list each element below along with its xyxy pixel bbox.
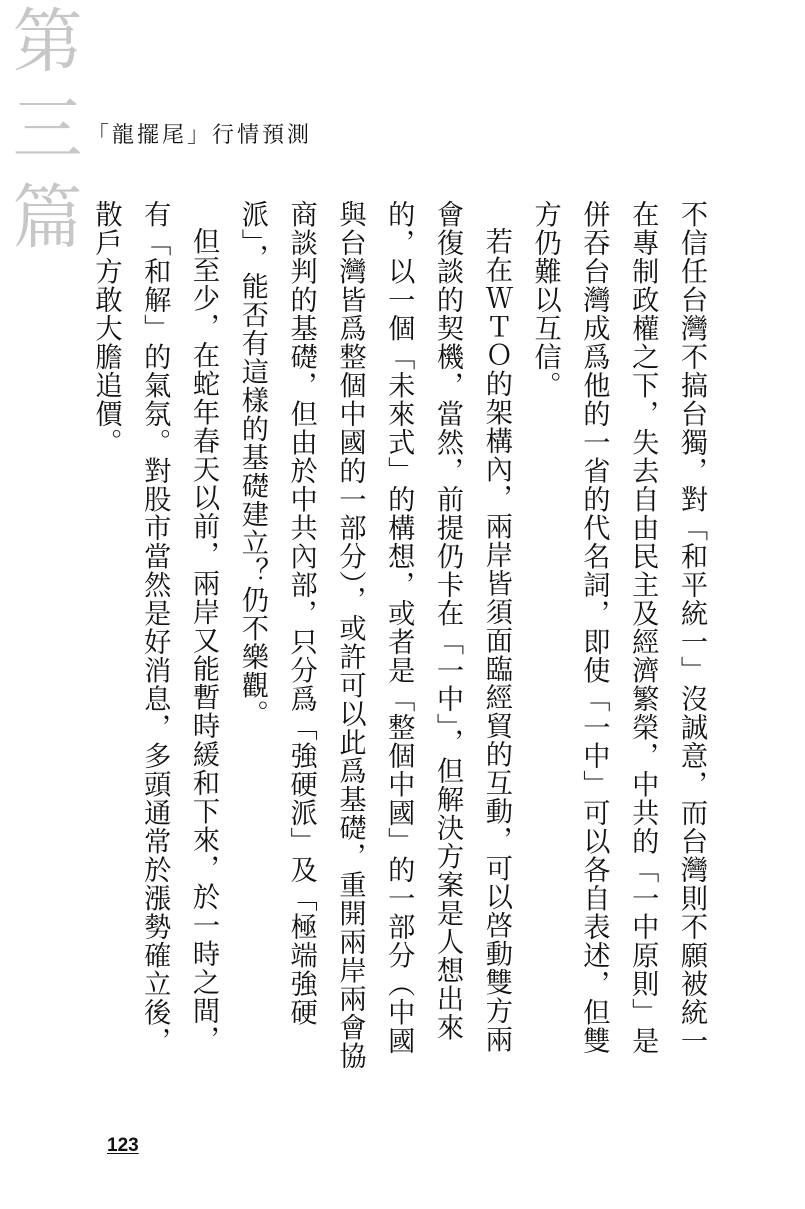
paragraph: 若在ＷＴＯ的架構內，兩岸皆須面臨經貿的互動，可以啓動雙方兩會復談的契機，當然，前提仍卡在「一中」，但解決方案是人想出來的，以一個「未來式」的構想，或者是「整個中國」的一部分（中國與台灣皆爲整個中國的一部分），或許可以此爲基礎，重開兩岸兩會協商談判的基礎，但由於中共內部，只分爲「強硬派」及「極端強硬派」，能否有這樣的基礎建立？仍不樂觀。 — [236, 200, 512, 1070]
body-text — [90, 200, 715, 1080]
chapter-mark: 第三篇 — [1, 4, 83, 268]
paragraph: 不信任台灣不搞台獨，對「和平統一」沒誠意，而台灣則不願被統一在專制政權之下，失去自由民主及經濟繁榮，中共的「一中原則」是併吞台灣成爲他的一省的代名詞，即使「一中」可以各自表述，但雙方仍難以互信。 — [529, 200, 707, 1055]
page-number: 123 — [107, 1135, 139, 1156]
paragraph: 但至少，在蛇年春天以前，兩岸又能暫時緩和下來，於一時之間，有「和解」的氣氛。對股市當然是好消息，多頭通常於漲勢確立後，散戶方敢大膽追價。 — [90, 200, 220, 1055]
section-title: 「龍擺尾」行情預測 — [87, 123, 313, 148]
